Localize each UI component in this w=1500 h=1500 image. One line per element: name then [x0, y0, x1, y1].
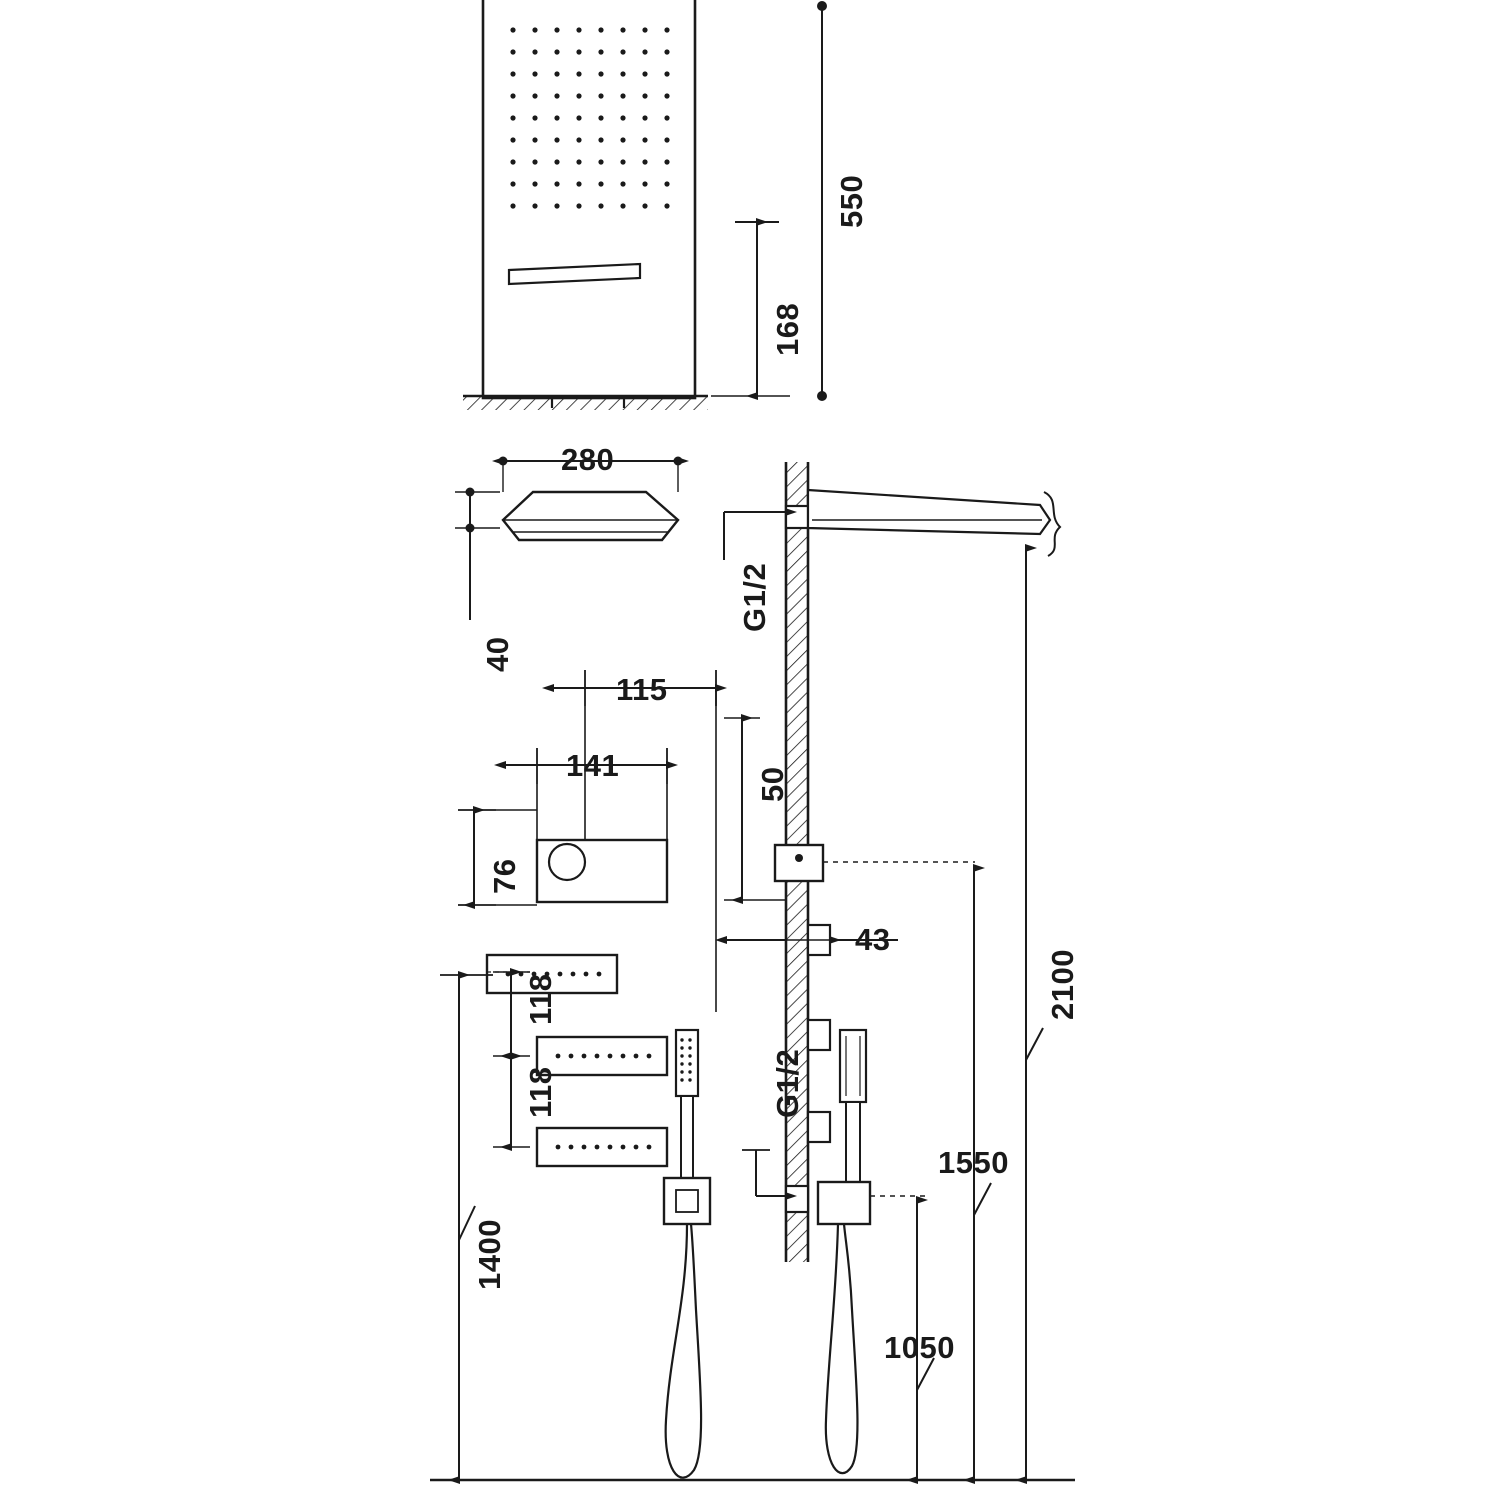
dim-label-1400: 1400 — [472, 1219, 507, 1290]
dim-label-1550: 1550 — [938, 1145, 1009, 1180]
leader-g12-lower — [742, 1150, 786, 1196]
hand-shower-left — [664, 1030, 710, 1478]
dim-label-76: 76 — [487, 858, 522, 894]
dim-label-280: 280 — [561, 442, 615, 477]
dim-550 — [817, 1, 827, 401]
dim-label-168: 168 — [770, 302, 805, 356]
dim-label-50: 50 — [755, 766, 790, 802]
dim-label-43: 43 — [855, 922, 891, 957]
rain-panel-front-view — [463, 0, 708, 410]
body-jets — [487, 955, 667, 1166]
dim-label-g12-lower: G1/2 — [770, 1048, 805, 1118]
wall-outlets — [808, 925, 830, 1142]
dim-label-g12-top: G1/2 — [737, 562, 772, 632]
dim-label-40: 40 — [480, 636, 515, 672]
wall-mixer-block — [775, 845, 975, 881]
dim-label-115: 115 — [616, 672, 668, 707]
dim-label-550: 550 — [834, 174, 869, 228]
dim-label-118-lower: 118 — [523, 973, 558, 1025]
dim-40 — [455, 488, 500, 621]
dim-label-141: 141 — [566, 748, 620, 783]
leader-g12-top — [724, 512, 786, 560]
dim-label-2100: 2100 — [1045, 949, 1080, 1020]
dim-2100 — [1026, 548, 1043, 1480]
dim-label-1050: 1050 — [884, 1330, 955, 1365]
dim-label-118-upper: 118 — [523, 1066, 558, 1118]
ceiling-arm — [786, 490, 1060, 556]
control-plate — [537, 840, 667, 902]
head-shower-side-view — [503, 492, 678, 540]
